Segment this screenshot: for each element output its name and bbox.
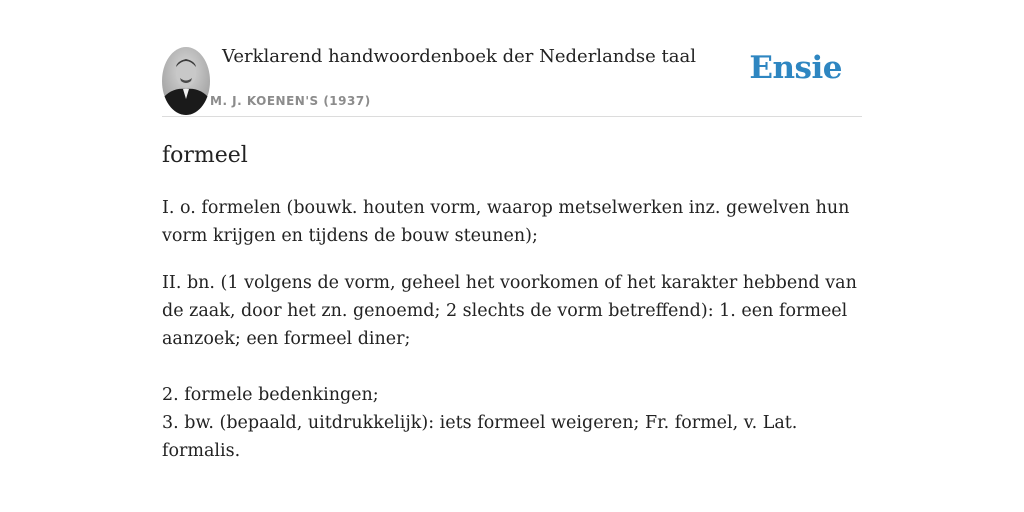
definition-sub-line-3: 3. bw. (bepaald, uitdrukkelijk): iets formeel weigeren; Fr. formel, v. Lat. formalis. (162, 413, 798, 461)
page (162, 0, 862, 465)
definition-2: II. bn. (1 volgens de vorm, geheel het voorkomen of het karakter hebbend van de zaak, door het zn. genoemd; 2 slechts de vorm betreffend): 1. een formeel aanzoek; een formeel diner; (162, 273, 857, 349)
definition-1: I. o. formelen (bouwk. houten vorm, waarop metselwerken inz. gewelven hun vorm krijgen en tijdens de bouw steunen); (162, 198, 850, 246)
author-name: M. J. KOENEN'S (1937) (210, 94, 371, 108)
author-portrait-icon (162, 47, 210, 115)
book-title: Verklarend handwoordenboek der Nederlandse taal (222, 46, 696, 67)
entry-headword: formeel (162, 143, 248, 168)
definition-sub-line-2: 2. formele bedenkingen; (162, 385, 379, 405)
ensie-logo-link[interactable]: Ensie (749, 50, 842, 86)
header (162, 0, 862, 117)
definition-sub-lines (162, 381, 862, 465)
